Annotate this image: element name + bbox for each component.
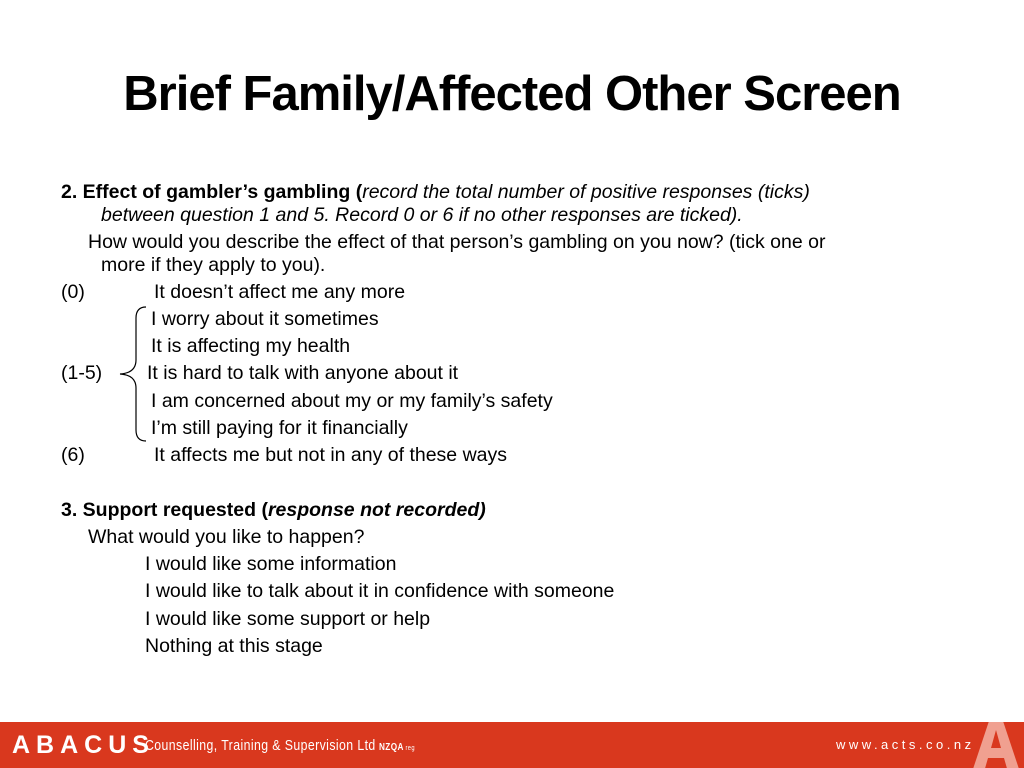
support-option-3: I would like some support or help	[145, 608, 431, 630]
website-link[interactable]: www.acts.co.nz	[836, 737, 975, 752]
score-label-1-5: (1-5)	[61, 362, 103, 384]
curly-brace-icon	[116, 306, 150, 442]
effect-option-4: It is hard to talk with anyone about it	[147, 362, 459, 384]
section3-question: What would you like to happen?	[88, 526, 365, 548]
effect-option-7: It affects me but not in any of these ways	[154, 444, 507, 466]
effect-option-2: I worry about it sometimes	[151, 308, 379, 330]
score-label-6: (6)	[61, 444, 85, 466]
abacus-a-logo-icon	[964, 722, 1024, 768]
effect-option-1: It doesn’t affect me any more	[154, 281, 406, 303]
support-option-2: I would like to talk about it in confidence with someone	[145, 580, 615, 602]
effect-option-3: It is affecting my health	[151, 335, 351, 357]
section2-question-line-1: How would you describe the effect of that person’s gambling on you now? (tick one or	[88, 231, 826, 253]
section2-heading	[61, 181, 810, 204]
effect-option-6: I’m still paying for it financially	[151, 417, 408, 439]
score-label-0: (0)	[61, 281, 85, 303]
footer-bar	[0, 722, 1024, 768]
slide-title: Brief Family/Affected Other Screen	[123, 67, 901, 121]
section2-heading-instruction-2: between question 1 and 5. Record 0 or 6 if no other responses are ticked).	[101, 204, 743, 226]
section3-heading	[61, 499, 486, 522]
section2-heading-instruction-1: record the total number of positive responses (ticks)	[362, 181, 810, 203]
tagline-text: Counselling, Training & Supervision Ltd	[145, 737, 376, 754]
section2-question-line-2: more if they apply to you).	[101, 254, 326, 276]
support-option-1: I would like some information	[145, 553, 397, 575]
effect-option-5: I am concerned about my or my family’s safety	[151, 390, 553, 412]
support-option-4: Nothing at this stage	[145, 635, 323, 657]
footer-tagline	[145, 737, 415, 754]
nzqa-reg-text: reg	[405, 745, 416, 752]
section2-heading-prefix: 2. Effect of gambler’s gambling (	[61, 181, 363, 203]
nzqa-badge: NZQA	[378, 742, 404, 753]
section3-heading-prefix: 3. Support requested (	[61, 499, 268, 521]
abacus-logo: ABACUS	[12, 731, 155, 759]
section3-heading-instruction: response not recorded)	[267, 499, 486, 521]
